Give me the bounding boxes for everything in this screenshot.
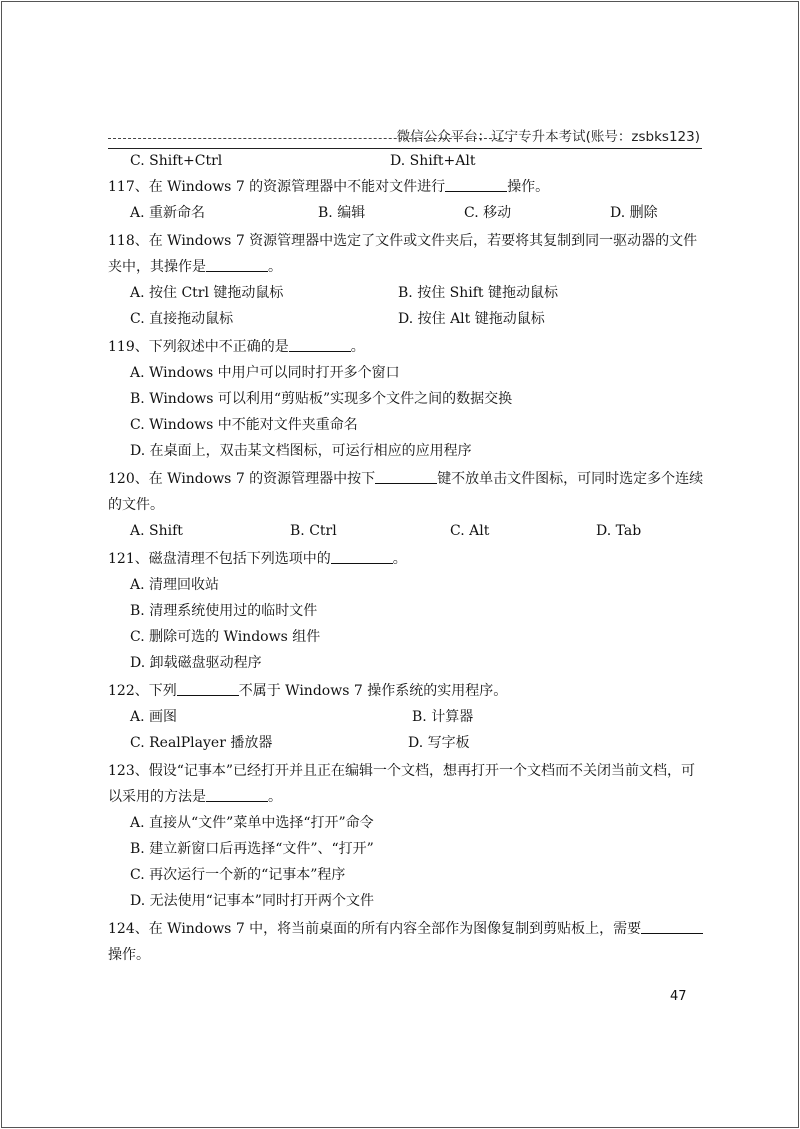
- option-d: D. Shift+Alt: [390, 153, 476, 169]
- option-a: A. 直接从“文件”菜单中选择“打开”命令: [130, 815, 374, 831]
- option-d: D. 写字板: [408, 735, 470, 751]
- option-row: [108, 862, 708, 888]
- answer-blank: [206, 257, 268, 272]
- option-d: D. 按住 Alt 键拖动鼠标: [398, 311, 545, 327]
- options-row: [108, 730, 708, 756]
- question-121: [108, 546, 708, 676]
- question-stem: [108, 466, 704, 518]
- question-120: [108, 466, 708, 544]
- option-c: C. Shift+Ctrl: [130, 153, 223, 169]
- page-header: [108, 124, 702, 149]
- option-row: [108, 572, 708, 598]
- stem-text: 120、在 Windows 7 的资源管理器中按下: [108, 471, 376, 487]
- option-row: [108, 836, 708, 862]
- option-a: A. Windows 中用户可以同时打开多个窗口: [130, 365, 400, 381]
- stem-text: 119、下列叙述中不正确的是: [108, 339, 289, 355]
- option-b: B. 按住 Shift 键拖动鼠标: [398, 285, 558, 301]
- stem-text-end: 操作。: [108, 947, 150, 963]
- question-list: [108, 148, 708, 968]
- option-a: A. 重新命名: [130, 205, 206, 221]
- answer-blank: [375, 469, 437, 484]
- option-row: [108, 888, 708, 914]
- stem-text: 124、在 Windows 7 中，将当前桌面的所有内容全部作为图像复制到剪贴板上，需要: [108, 921, 642, 937]
- question-119: [108, 334, 708, 464]
- stem-text: 118、在 Windows 7 资源管理器中选定了文件或文件夹后，若要将其复制到同一驱动器的文件夹中，其操作是: [108, 233, 698, 275]
- page-number: 47: [670, 989, 687, 1004]
- option-c: C. Windows 中不能对文件夹重命名: [130, 417, 358, 433]
- option-a: A. Shift: [130, 523, 183, 539]
- option-row: [108, 438, 708, 464]
- option-d: D. 卸载磁盘驱动程序: [130, 655, 262, 671]
- options-row: [108, 518, 708, 544]
- option-b: B. 计算器: [412, 709, 474, 725]
- option-row: [108, 360, 708, 386]
- option-d: D. 删除: [610, 205, 658, 221]
- options-row: [108, 704, 708, 730]
- stem-text-end: 不属于 Windows 7 操作系统的实用程序。: [238, 683, 508, 699]
- question-118: [108, 228, 708, 332]
- option-c: C. RealPlayer 播放器: [130, 735, 273, 751]
- stem-text-end: 。: [392, 551, 407, 567]
- option-a: A. 画图: [130, 709, 178, 725]
- question-stem: [108, 228, 704, 280]
- stem-text-end: 。: [350, 339, 365, 355]
- option-c: C. 删除可选的 Windows 组件: [130, 629, 321, 645]
- answer-blank: [206, 787, 268, 802]
- header-title: 微信公众平台：辽宁专升本考试(账号：zsbks123): [396, 129, 700, 145]
- options-row: [108, 200, 708, 226]
- stem-text-end: 。: [268, 259, 282, 275]
- options-row: [108, 280, 708, 306]
- option-b: B. Windows 可以利用“剪贴板”实现多个文件之间的数据交换: [130, 391, 513, 407]
- answer-blank: [641, 919, 703, 934]
- stem-text-end: 。: [268, 789, 282, 805]
- option-c: C. 再次运行一个新的“记事本”程序: [130, 867, 346, 883]
- question-stem: [108, 758, 704, 810]
- stem-text: 123、假设“记事本”已经打开并且正在编辑一个文档，想再打开一个文档而不关闭当前文档，可以采用的方法是: [108, 763, 696, 805]
- answer-blank: [331, 549, 393, 564]
- question-stem: [108, 334, 708, 360]
- question-stem: [108, 546, 708, 572]
- options-row: [108, 306, 708, 332]
- option-c: C. 移动: [464, 205, 512, 221]
- option-d: D. 无法使用“记事本”同时打开两个文件: [130, 893, 374, 909]
- question-117: [108, 174, 708, 226]
- stem-text: 117、在 Windows 7 的资源管理器中不能对文件进行: [108, 179, 446, 195]
- option-a: A. 清理回收站: [130, 577, 220, 593]
- option-c: C. 直接拖动鼠标: [130, 311, 234, 327]
- option-d: D. Tab: [596, 523, 642, 539]
- stem-text-end: 键不放单击文件图标，可同时选定多个连续的文件。: [108, 471, 704, 513]
- option-row: [108, 650, 708, 676]
- option-d: D. 在桌面上，双击某文档图标，可运行相应的应用程序: [130, 443, 472, 459]
- option-row: [108, 624, 708, 650]
- stem-text-end: 操作。: [507, 179, 550, 195]
- prev-question-options: [108, 148, 708, 174]
- question-stem: [108, 174, 708, 200]
- question-124: [108, 916, 708, 968]
- option-row: [108, 412, 708, 438]
- answer-blank: [289, 337, 351, 352]
- option-b: B. Ctrl: [290, 523, 337, 539]
- answer-blank: [445, 177, 507, 192]
- option-a: A. 按住 Ctrl 键拖动鼠标: [130, 285, 284, 301]
- option-b: B. 清理系统使用过的临时文件: [130, 603, 318, 619]
- question-122: [108, 678, 708, 756]
- stem-text: 121、磁盘清理不包括下列选项中的: [108, 551, 331, 567]
- option-row: [108, 386, 708, 412]
- option-b: B. 建立新窗口后再选择“文件”、“打开”: [130, 841, 374, 857]
- question-123: [108, 758, 708, 914]
- option-row: [108, 810, 708, 836]
- question-stem: [108, 916, 704, 968]
- answer-blank: [177, 681, 239, 696]
- question-stem: [108, 678, 708, 704]
- stem-text: 122、下列: [108, 683, 177, 699]
- option-row: [108, 598, 708, 624]
- option-c: C. Alt: [450, 523, 490, 539]
- option-b: B. 编辑: [318, 205, 366, 221]
